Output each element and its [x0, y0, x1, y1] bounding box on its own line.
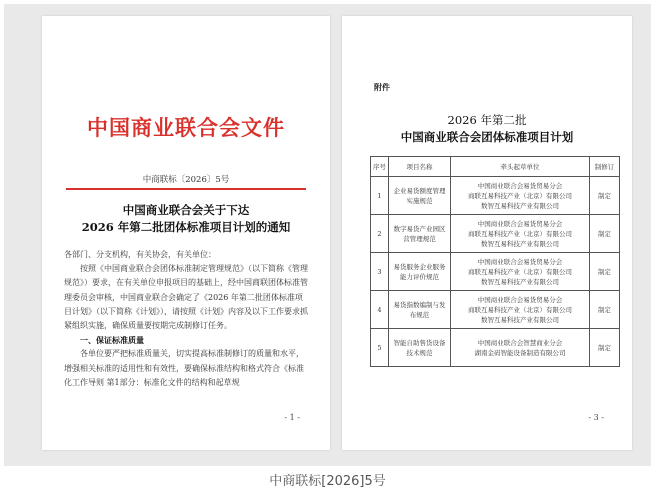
standards-plan-table: [370, 156, 620, 367]
table-row: [371, 177, 620, 215]
row-number: 5: [371, 329, 389, 367]
row-number: 3: [371, 253, 389, 291]
project-name: 易货服务企业服务能力评价规范: [389, 253, 451, 291]
revision-type: 制定: [590, 329, 620, 367]
document-page-1: [42, 16, 330, 450]
plan-title-line-2: 中国商业联合会团体标准项目计划: [400, 130, 574, 144]
red-divider: [66, 188, 306, 190]
project-name: 智能自助售货设备技术规范: [389, 329, 451, 367]
document-page-3: [342, 16, 632, 450]
notice-body: [64, 248, 310, 390]
table-row: [371, 291, 620, 329]
revision-type: 制定: [590, 215, 620, 253]
lead-units: [451, 329, 590, 367]
revision-type: 制定: [590, 253, 620, 291]
paragraph-1: 按照《中国商业联合会团体标准制定管理规范》（以下简称《管理规范》）要求，在有关单位申报项目的基础上，经中国商联团体标准管理委员会审核，中国商业联合会确定了《2026 年第二批团体标准项目计划》（以下简称《计划》），请按照《计划》内容及以下工作要求抓紧组织实施，确保质量要按期完成制修订任务。: [64, 264, 308, 331]
document-viewer: [4, 4, 651, 466]
lead-unit: 湖南金码智能设备制造有限公司: [474, 348, 566, 357]
lead-unit: 中国商业联合会易货贸易分会: [477, 181, 563, 190]
col-header-type: 制修订: [590, 157, 620, 177]
row-number: 2: [371, 215, 389, 253]
col-header-name: 项目名称: [389, 157, 451, 177]
lead-unit: 中国商业联合会易货贸易分会: [477, 219, 563, 228]
revision-type: 制定: [590, 177, 620, 215]
lead-unit: 数智互易科技产业有限公司: [481, 315, 559, 324]
lead-unit: 商联互易科技产业（北京）有限公司: [468, 191, 572, 200]
lead-unit: 商联互易科技产业（北京）有限公司: [468, 305, 572, 314]
project-name: 企业易货额度管理实施规范: [389, 177, 451, 215]
section-heading: 一、保证标准质量: [80, 335, 144, 346]
lead-unit: 数智互易科技产业有限公司: [481, 239, 559, 248]
attachment-label: 附件: [374, 82, 390, 92]
project-name: 数字易货产业园区营管理规范: [389, 215, 451, 253]
page-number: - 1 -: [284, 413, 300, 422]
lead-units: [451, 215, 590, 253]
lead-unit: 中国商业联合会智慧商业分会: [477, 338, 563, 347]
notice-title-line-1: 中国商业联合会关于下达: [122, 203, 250, 217]
salutation: 各部门、分支机构，有关协会，有关单位：: [64, 250, 216, 259]
table-row: [371, 329, 620, 367]
revision-type: 制定: [590, 291, 620, 329]
lead-units: [451, 177, 590, 215]
table-row: [371, 253, 620, 291]
lead-units: [451, 291, 590, 329]
lead-unit: 数智互易科技产业有限公司: [481, 201, 559, 210]
row-number: 1: [371, 177, 389, 215]
col-header-no: 序号: [371, 157, 389, 177]
lead-unit: 数智互易科技产业有限公司: [481, 277, 559, 286]
project-name: 易货指数编制与发布规范: [389, 291, 451, 329]
table-row: [371, 215, 620, 253]
row-number: 4: [371, 291, 389, 329]
col-header-units: 牵头起草单位: [451, 157, 590, 177]
red-letterhead: 中国商业联合会文件: [87, 115, 285, 140]
page-number: - 3 -: [588, 413, 604, 422]
lead-unit: 商联互易科技产业（北京）有限公司: [468, 267, 572, 276]
plan-title-line-1: 2026 年第二批: [447, 113, 527, 127]
notice-title-line-2: 2026 年第二批团体标准项目计划的通知: [81, 220, 291, 234]
lead-unit: 中国商业联合会易货贸易分会: [477, 295, 563, 304]
lead-unit: 商联互易科技产业（北京）有限公司: [468, 229, 572, 238]
lead-units: [451, 253, 590, 291]
image-caption: 中商联标[2026]5号: [269, 474, 386, 489]
paragraph-2: 各单位要严把标准质量关，切实提高标准制修订的质量和水平，增强相关标准的适用性和有效性，要确保标准结构和格式符合《标准化工作导则 第1部分：标准化文件的结构和起草规: [64, 349, 304, 387]
document-number: 中商联标〔2026〕5号: [142, 175, 230, 185]
lead-unit: 中国商业联合会易货贸易分会: [477, 257, 563, 266]
